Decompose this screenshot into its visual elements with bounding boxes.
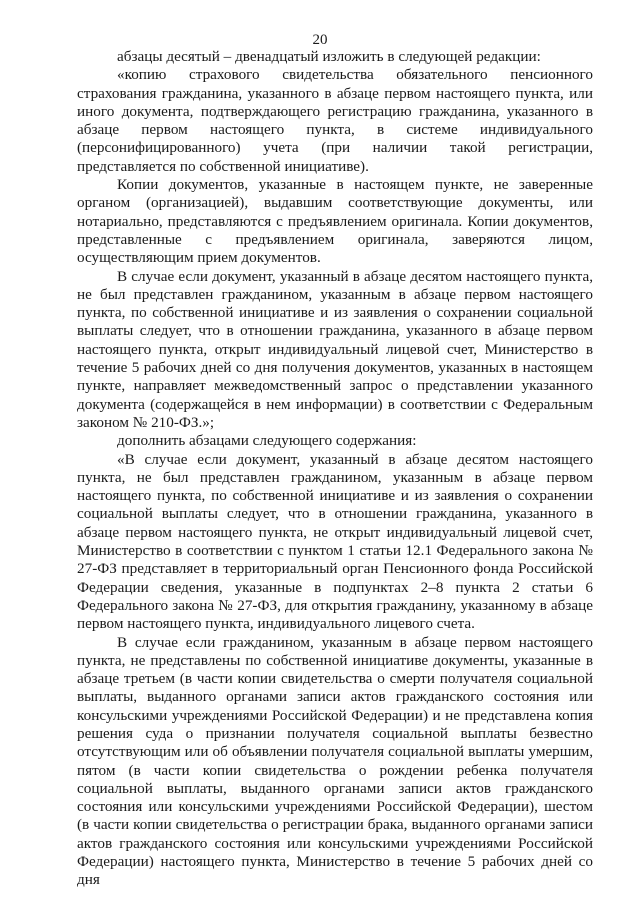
paragraph-personal-account: «В случае если документ, указанный в абзаце десятом настоящего пункта, не был представлен гражданином, указанным в абзаце первом настоящего пункта, по собственной инициативе и из заявления о сохранении социальной выплаты следует, что в отношении гражданина, указанного в абзаце первом настоящего пункта, не открыт индивидуальный лицевой счет, Министерство в соответствии с пунктом 1 статьи 12.1 Федерального закона № 27-ФЗ представляет в территориальный орган Пенсионного фонда Российской Федерации сведения, указанные в подпунктах 2–8 пункта 2 статьи 6 Федерального закона № 27-ФЗ, для открытия гражданину, указанному в абзаце первом настоящего пункта, индивидуального лицевого счета. <box>77 450 593 633</box>
paragraph-interdepartmental-request: В случае если документ, указанный в абзаце десятом настоящего пункта, не был представлен гражданином, указанным в абзаце первом настоящего пункта, по собственной инициативе и из заявления о сохранении социальной выплаты следует, что в отношении гражданина, указанного в абзаце первом настоящего пункта, открыт индивидуальный лицевой счет, Министерство в течение 5 рабочих дней со дня получения документов, указанных в настоящем пункте, направляет межведомственный запрос о представлении указанного документа (содержащейся в нем информации) в соответствии с Федеральным законом № 210-ФЗ.»; <box>77 267 593 431</box>
paragraph-addition-intro: дополнить абзацами следующего содержания: <box>117 432 417 450</box>
paragraph-insurance-certificate: «копию страхового свидетельства обязательного пенсионного страхования гражданина, указанного в абзаце первом настоящего пункта, или иного документа, подтверждающего регистрацию гражданина, указанного в абзаце первом настоящего пункта, в системе индивидуального (персонифицированного) учета (при наличии такой регистрации, представляется по собственной инициативе). <box>77 66 593 175</box>
paragraph-document-copies: Копии документов, указанные в настоящем пункте, не заверенные органом (организацией), выдавшим соответствующие документы, или нотариально, представляются с предъявлением оригинала. Копии документов, представленные с предъявлением оригинала, заверяются лицом, осуществляющим прием документов. <box>77 176 593 267</box>
paragraph-not-submitted-documents: В случае если гражданином, указанным в абзаце первом настоящего пункта, не представлены по собственной инициативе документы, указанные в абзаце третьем (в части копии свидетельства о смерти получателя социальной выплаты, выданного органами записи актов гражданского состояния или консульскими учреждениями Российской Федерации) и не представлена копия решения суда о признании получателя социальной выплаты безвестно отсутствующим или об объявлении получателя социальной выплаты умершим, пятом (в части копии свидетельства о рождении ребенка получателя социальной выплаты, выданного органами записи актов гражданского состояния или консульскими учреждениями Российской Федерации), шестом (в части копии свидетельства о регистрации брака, выданного органами записи актов гражданского состояния или консульскими учреждениями Российской Федерации) настоящего пункта, Министерство в течение 5 рабочих дней со дня <box>77 633 593 889</box>
page-number: 20 <box>312 32 328 48</box>
document-body <box>77 48 593 890</box>
paragraph-amendment-intro: абзацы десятый – двенадцатый изложить в следующей редакции: <box>117 48 541 65</box>
